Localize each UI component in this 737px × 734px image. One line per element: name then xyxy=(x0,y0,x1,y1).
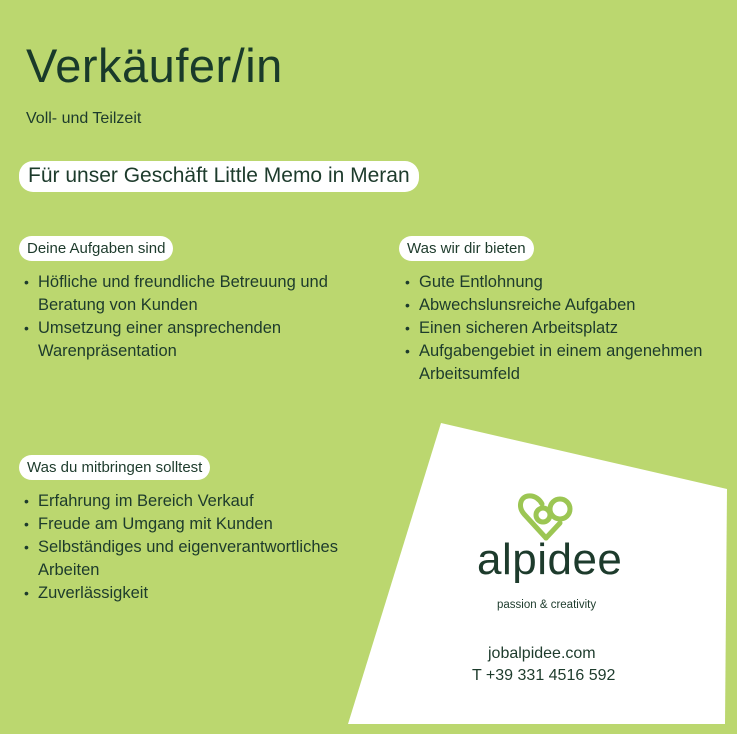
requirements-heading: Was du mitbringen solltest xyxy=(19,455,210,480)
list-item: • Umsetzung einer ansprechenden Warenpräsentation xyxy=(24,317,344,363)
list-item: • Höfliche und freundliche Betreuung und Beratung von Kunden xyxy=(24,271,344,317)
list-item: • Erfahrung im Bereich Verkauf xyxy=(24,490,384,513)
list-item: • Zuverlässigkeit xyxy=(24,582,384,605)
tasks-heading: Deine Aufgaben sind xyxy=(19,236,173,261)
offer-heading: Was wir dir bieten xyxy=(399,236,534,261)
list-item: • Einen sicheren Arbeitsplatz xyxy=(405,317,705,340)
page-title: Verkäufer/in xyxy=(26,39,283,92)
location-pill: Für unser Geschäft Little Memo in Meran xyxy=(19,161,419,192)
employment-type: Voll- und Teilzeit xyxy=(26,110,142,127)
list-item: • Abwechslunsreiche Aufgaben xyxy=(405,294,705,317)
brand-tagline: passion & creativity xyxy=(497,599,597,611)
list-item: • Freude am Umgang mit Kunden xyxy=(24,513,384,536)
list-item: • Gute Entlohnung xyxy=(405,271,705,294)
brand-logo-text: alpidee xyxy=(477,535,623,584)
contact-website: jobalpidee.com xyxy=(488,645,596,662)
list-item: • Aufgabengebiet in einem angenehmen Arbeitsumfeld xyxy=(405,340,705,386)
list-item: • Selbständiges und eigenverantwortliches Arbeiten xyxy=(24,536,384,582)
contact-phone: T +39 331 4516 592 xyxy=(472,667,616,684)
